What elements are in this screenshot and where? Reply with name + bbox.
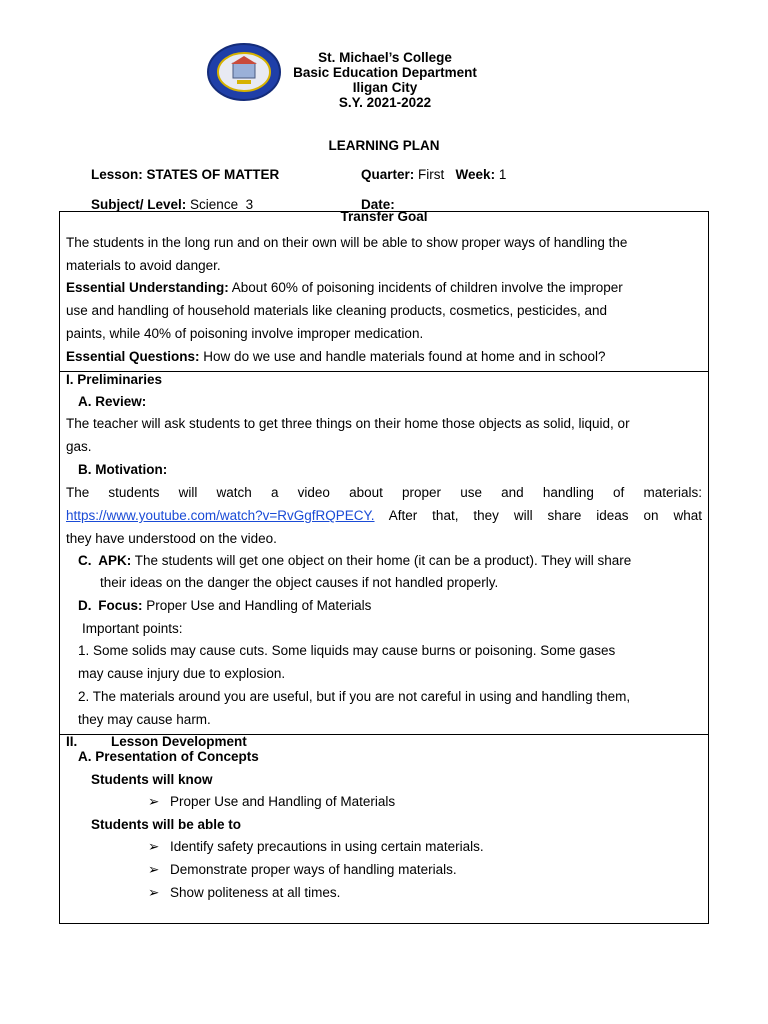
bullet-arrow-icon: ➢ — [148, 885, 160, 900]
city-name: Iligan City — [352, 80, 418, 95]
able-item-text: Demonstrate proper ways of handling materials. — [170, 862, 457, 877]
quarter-field — [361, 167, 506, 182]
able-item — [148, 881, 340, 904]
point-line: they may cause harm. — [78, 712, 211, 727]
eq-label: Essential Questions: — [66, 349, 200, 364]
eu-text: About 60% of poisoning incidents of children involve the improper — [228, 280, 623, 295]
week-value: 1 — [498, 167, 507, 182]
video-link[interactable]: https://www.youtube.com/watch?v=RvGgfRQPECY. — [66, 508, 375, 523]
point-line: 1. Some solids may cause cuts. Some liquids may cause burns or poisoning. Some gases — [78, 643, 616, 658]
quarter-label: Quarter: — [361, 167, 415, 182]
motivation-line: The students will watch a video about proper use and handling of materials: — [66, 485, 702, 500]
know-label: Students will know — [91, 772, 213, 787]
able-item-text: Show politeness at all times. — [170, 885, 341, 900]
quarter-value: First — [418, 167, 445, 182]
eq-text: How do we use and handle materials found at home and in school? — [199, 349, 606, 364]
date-label: Date: — [361, 197, 395, 212]
essential-questions — [66, 345, 606, 368]
apk-letter: C. — [78, 553, 92, 568]
transfer-goal-line: The students in the long run and on their own will be able to show proper ways of handling the — [66, 235, 628, 250]
motivation-line-link — [66, 504, 702, 527]
lesson-field — [91, 167, 279, 182]
eu-label: Essential Understanding: — [66, 280, 229, 295]
school-year: S.Y. 2021-2022 — [338, 95, 432, 110]
focus-text: Proper Use and Handling of Materials — [142, 598, 372, 613]
motivation-text: After that, they will share ideas on what — [374, 508, 702, 523]
essential-understanding — [66, 276, 623, 299]
lesson-value: STATES OF MATTER — [146, 167, 280, 182]
apk-label: APK: — [98, 553, 132, 568]
apk-text: The students will get one object on their home (it can be a product). They will share — [131, 553, 632, 568]
able-item — [148, 835, 484, 858]
week-label: Week: — [455, 167, 496, 182]
focus-letter: D. — [78, 598, 92, 613]
able-label: Students will be able to — [91, 817, 242, 832]
presentation-heading: A. Presentation of Concepts — [78, 749, 259, 764]
review-label: A. Review: — [78, 394, 147, 409]
point-line: 2. The materials around you are useful, but if you are not careful in using and handling them, — [78, 689, 631, 704]
eu-line: use and handling of household materials like cleaning products, cosmetics, pesticides, and — [66, 303, 608, 318]
focus-label: Focus: — [98, 598, 143, 613]
bullet-arrow-icon: ➢ — [148, 839, 160, 854]
apk-item — [78, 549, 631, 572]
bullet-arrow-icon: ➢ — [148, 862, 160, 877]
transfer-goal-line: materials to avoid danger. — [66, 258, 221, 273]
able-item-text: Identify safety precautions in using certain materials. — [170, 839, 484, 854]
apk-line: their ideas on the danger the object causes if not handled properly. — [100, 575, 499, 590]
transfer-goal-heading: Transfer Goal — [340, 209, 428, 224]
able-item — [148, 858, 457, 881]
page-title: LEARNING PLAN — [328, 138, 440, 153]
school-name: St. Michael’s College — [318, 50, 452, 65]
preliminaries-heading: I. Preliminaries — [66, 372, 163, 387]
development-heading: Lesson Development — [111, 734, 247, 749]
know-item-text: Proper Use and Handling of Materials — [170, 794, 396, 809]
point-line: may cause injury due to explosion. — [78, 666, 286, 681]
bullet-arrow-icon: ➢ — [148, 794, 160, 809]
important-points-label: Important points: — [82, 621, 183, 636]
department-name: Basic Education Department — [293, 65, 477, 80]
motivation-line: they have understood on the video. — [66, 531, 277, 546]
eu-line: paints, while 40% of poisoning involve improper medication. — [66, 326, 424, 341]
lesson-label: Lesson: — [91, 167, 143, 182]
review-line: gas. — [66, 439, 92, 454]
focus-item — [78, 594, 371, 617]
development-numeral: II. — [66, 734, 78, 749]
motivation-label: B. Motivation: — [78, 462, 168, 477]
review-line: The teacher will ask students to get three things on their home those objects as solid, liquid, or — [66, 416, 630, 431]
subject-value: Science 3 — [190, 197, 254, 212]
subject-label: Subject/ Level: — [91, 197, 187, 212]
know-item — [148, 790, 395, 813]
